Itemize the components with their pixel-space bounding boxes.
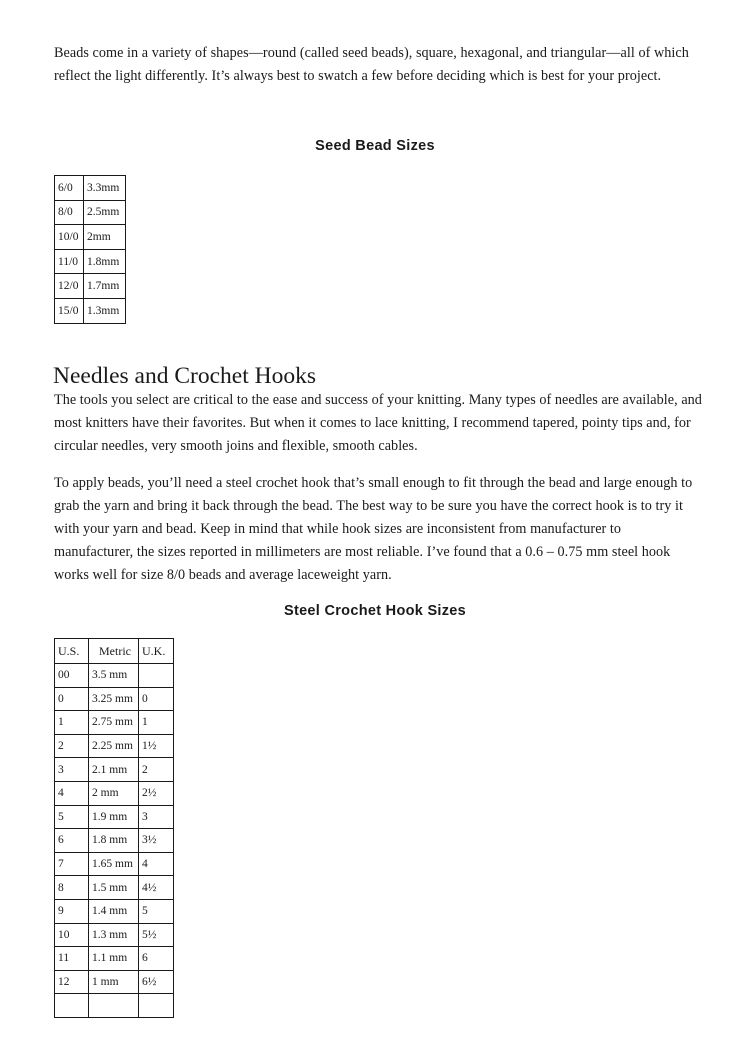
us-size-cell: 0 (55, 687, 89, 711)
us-size-cell: 5 (55, 805, 89, 829)
table-row (55, 947, 174, 971)
table-header-row (55, 639, 174, 664)
us-size-cell: 11 (55, 947, 89, 971)
crochet-hook-paragraph: To apply beads, you’ll need a steel crochet hook that’s small enough to fit through the bead and large enough to grab the yarn and bring it back through the bead. The best way to be sure you have the correct hook is to try it with your yarn and bead. Keep in mind that while hook sizes are inconsistent from manufacturer to manufacturer, the sizes reported in millimeters are most reliable. I’ve found that a 0.6 – 0.75 mm steel hook works well for size 8/0 beads and average laceweight yarn. (54, 475, 693, 583)
table-row (55, 711, 174, 735)
us-size-cell: 9 (55, 899, 89, 923)
uk-size-cell: 3½ (139, 829, 174, 853)
uk-size-cell: 4 (139, 852, 174, 876)
us-size-cell: 00 (55, 664, 89, 688)
header-cell-uk: U.K. (139, 639, 174, 664)
metric-size-cell: 1.1 mm (89, 947, 139, 971)
table-row (55, 758, 174, 782)
metric-size-cell: 1.65 mm (89, 852, 139, 876)
header-cell-us: U.S. (55, 639, 89, 664)
bead-size-cell: 6/0 (55, 176, 84, 201)
table-row (55, 852, 174, 876)
uk-size-cell: 3 (139, 805, 174, 829)
uk-size-cell: 1 (139, 711, 174, 735)
bead-diameter-cell: 1.7mm (84, 274, 126, 299)
bead-size-cell: 15/0 (55, 298, 84, 323)
metric-size-cell: 2.75 mm (89, 711, 139, 735)
metric-size-cell: 1.8 mm (89, 829, 139, 853)
table-row (55, 200, 126, 225)
bead-size-cell: 12/0 (55, 274, 84, 299)
uk-size-cell: 2½ (139, 781, 174, 805)
bead-size-cell: 10/0 (55, 225, 84, 250)
table-row (55, 805, 174, 829)
bead-diameter-cell: 1.3mm (84, 298, 126, 323)
metric-size-cell: 1.3 mm (89, 923, 139, 947)
table-row (55, 298, 126, 323)
table-row (55, 781, 174, 805)
metric-size-cell: 2.1 mm (89, 758, 139, 782)
uk-size-cell: 5½ (139, 923, 174, 947)
table-row (55, 664, 174, 688)
table-row (55, 899, 174, 923)
us-size-cell: 10 (55, 923, 89, 947)
us-size-cell: 2 (55, 734, 89, 758)
bead-diameter-cell: 2mm (84, 225, 126, 250)
table-row (55, 249, 126, 274)
uk-size-cell: 4½ (139, 876, 174, 900)
us-size-cell: 12 (55, 970, 89, 994)
seed-bead-sizes-table (54, 175, 126, 324)
hook-table-caption: Steel Crochet Hook Sizes (283, 603, 467, 619)
bead-diameter-cell: 1.8mm (84, 249, 126, 274)
us-size-cell: 1 (55, 711, 89, 735)
uk-size-cell: 6½ (139, 970, 174, 994)
table-row (55, 176, 126, 201)
uk-size-cell: 1½ (139, 734, 174, 758)
table-row (55, 876, 174, 900)
uk-size-cell: 5 (139, 899, 174, 923)
needles-paragraph: The tools you select are critical to the ease and success of your knitting. Many types of needles are available, and most knitters have their favorites. But when it comes to lace knitting, I recommend tapered, pointy tips and, for circular needles, very smooth joins and flexible, smooth cables. (54, 392, 702, 454)
section-heading: Needles and Crochet Hooks (53, 363, 316, 389)
bead-size-cell: 8/0 (55, 200, 84, 225)
intro-paragraph: Beads come in a variety of shapes—round (called seed beads), square, hexagonal, and triangular—all of which reflect the light differently. It’s always best to swatch a few before deciding which is best for your project. (54, 45, 689, 84)
table-row (55, 923, 174, 947)
steel-crochet-hook-sizes-table (54, 638, 174, 1018)
uk-size-cell: 0 (139, 687, 174, 711)
uk-size-cell (139, 664, 174, 688)
us-size-cell: 3 (55, 758, 89, 782)
uk-size-cell: 6 (139, 947, 174, 971)
metric-size-cell: 2.25 mm (89, 734, 139, 758)
table-row (55, 687, 174, 711)
metric-size-cell: 2 mm (89, 781, 139, 805)
metric-size-cell: 1.5 mm (89, 876, 139, 900)
us-size-cell: 7 (55, 852, 89, 876)
table-row (55, 829, 174, 853)
us-size-cell: 8 (55, 876, 89, 900)
seed-bead-table-caption: Seed Bead Sizes (315, 138, 435, 154)
us-size-cell: 4 (55, 781, 89, 805)
metric-size-cell: 3.25 mm (89, 687, 139, 711)
table-row (55, 994, 174, 1018)
uk-size-cell (139, 994, 174, 1018)
bead-size-cell: 11/0 (55, 249, 84, 274)
us-size-cell (55, 994, 89, 1018)
metric-size-cell: 1.9 mm (89, 805, 139, 829)
table-row (55, 734, 174, 758)
header-cell-metric: Metric (89, 639, 139, 664)
metric-size-cell (89, 994, 139, 1018)
bead-diameter-cell: 3.3mm (84, 176, 126, 201)
uk-size-cell: 2 (139, 758, 174, 782)
metric-size-cell: 3.5 mm (89, 664, 139, 688)
metric-size-cell: 1 mm (89, 970, 139, 994)
metric-size-cell: 1.4 mm (89, 899, 139, 923)
table-row (55, 274, 126, 299)
table-row (55, 225, 126, 250)
us-size-cell: 6 (55, 829, 89, 853)
bead-diameter-cell: 2.5mm (84, 200, 126, 225)
table-row (55, 970, 174, 994)
